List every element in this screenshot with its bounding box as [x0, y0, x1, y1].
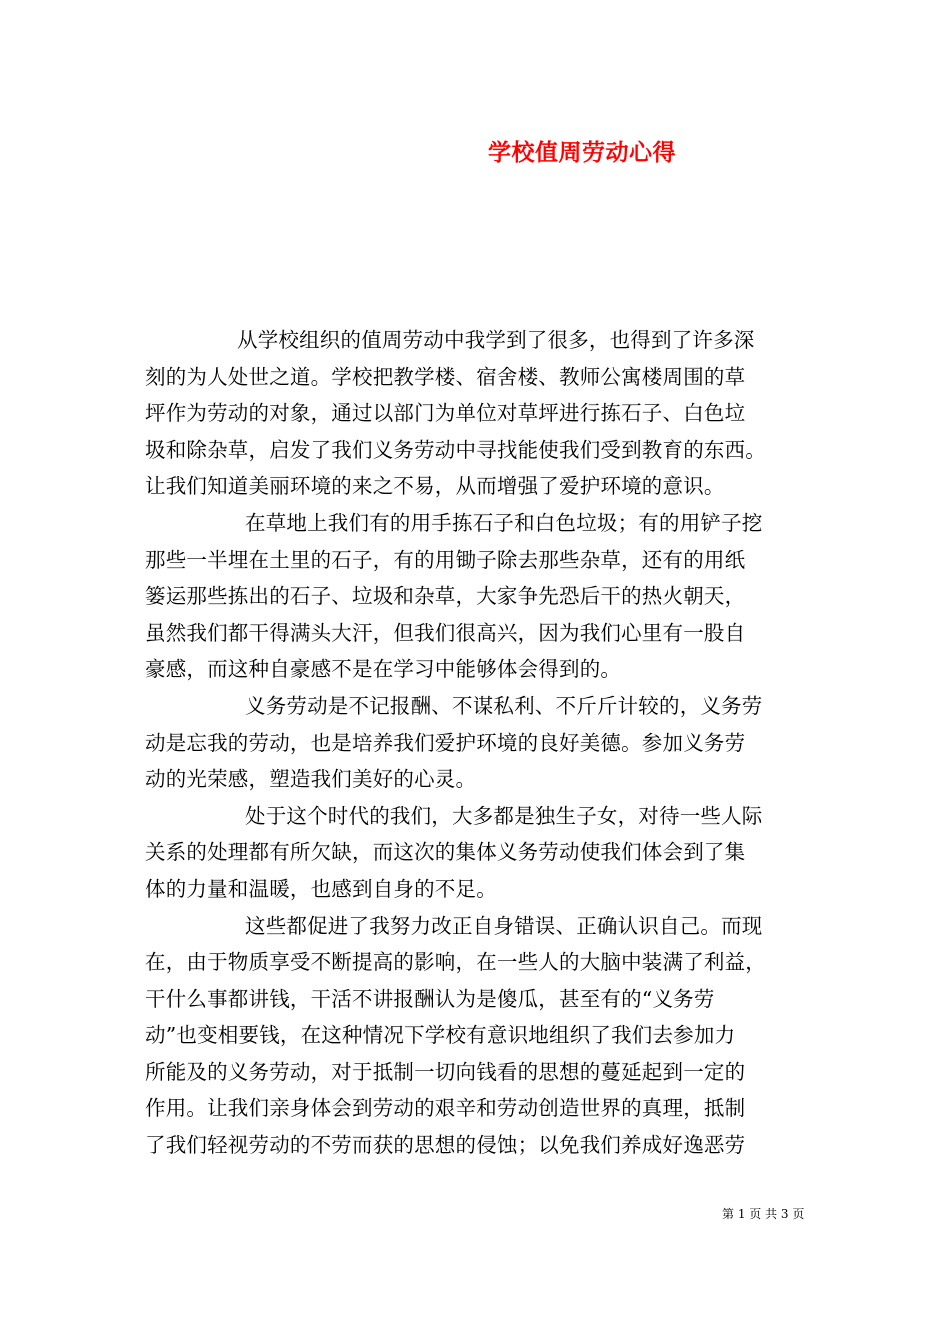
paragraph-5-line: 作用。让我们亲身体会到劳动的艰辛和劳动创造世界的真理，抵制	[145, 1096, 746, 1121]
paragraph-1-line: 从学校组织的值周劳动中我学到了很多，也得到了许多深	[237, 328, 755, 352]
document-title: 学校值周劳动心得	[488, 140, 676, 166]
paragraph-4-line: 体的力量和温暖，也感到自身的不足。	[145, 876, 497, 901]
paragraph-2-line: 篓运那些拣出的石子、垃圾和杂草，大家争先恐后干的热火朝天，	[145, 584, 746, 609]
paragraph-1-line: 刻的为人处世之道。学校把教学楼、宿舍楼、教师公寓楼周围的草	[145, 364, 746, 389]
paragraph-2-line: 在草地上我们有的用手拣石子和白色垃圾；有的用铲子挖	[245, 510, 763, 535]
paragraph-1-line: 圾和除杂草，启发了我们义务劳动中寻找能使我们受到教育的东西。	[145, 437, 766, 462]
paragraph-2-line: 豪感，而这种自豪感不是在学习中能够体会得到的。	[145, 657, 622, 682]
document-body	[145, 322, 835, 1164]
paragraph-5-line: 了我们轻视劳动的不劳而获的思想的侵蚀；以免我们养成好逸恶劳	[145, 1133, 746, 1158]
paragraph-2-line: 那些一半埋在土里的石子，有的用锄子除去那些杂草，还有的用纸	[145, 547, 746, 572]
page-number-footer: 第 1 页 共 3 页	[722, 1207, 805, 1221]
paragraph-3-line: 动的光荣感，塑造我们美好的心灵。	[145, 767, 477, 792]
paragraph-4-line: 处于这个时代的我们，大多都是独生子女，对待一些人际	[245, 803, 763, 828]
paragraph-3-line: 义务劳动是不记报酬、不谋私利、不斤斤计较的，义务劳	[245, 693, 763, 718]
paragraph-1-line: 坪作为劳动的对象，通过以部门为单位对草坪进行拣石子、白色垃	[145, 401, 746, 426]
paragraph-5-line: 所能及的义务劳动，对于抵制一切向钱看的思想的蔓延起到一定的	[145, 1059, 746, 1084]
paragraph-3-line: 动是忘我的劳动，也是培养我们爱护环境的良好美德。参加义务劳	[145, 730, 746, 755]
paragraph-1-line: 让我们知道美丽环境的来之不易，从而增强了爱护环境的意识。	[145, 474, 725, 499]
paragraph-4-line: 关系的处理都有所欠缺，而这次的集体义务劳动使我们体会到了集	[145, 840, 746, 865]
paragraph-5-line: 这些都促进了我努力改正自身错误、正确认识自己。而现	[245, 913, 763, 938]
paragraph-5-line: 干什么事都讲钱，干活不讲报酬认为是傻瓜，甚至有的“义务劳	[145, 986, 715, 1011]
paragraph-5-line: 动”也变相要钱，在这种情况下学校有意识地组织了我们去参加力	[145, 1023, 736, 1048]
paragraph-2-line: 虽然我们都干得满头大汗，但我们很高兴，因为我们心里有一股自	[145, 620, 746, 645]
paragraph-5-line: 在，由于物质享受不断提高的影响，在一些人的大脑中装满了利益，	[145, 950, 766, 975]
